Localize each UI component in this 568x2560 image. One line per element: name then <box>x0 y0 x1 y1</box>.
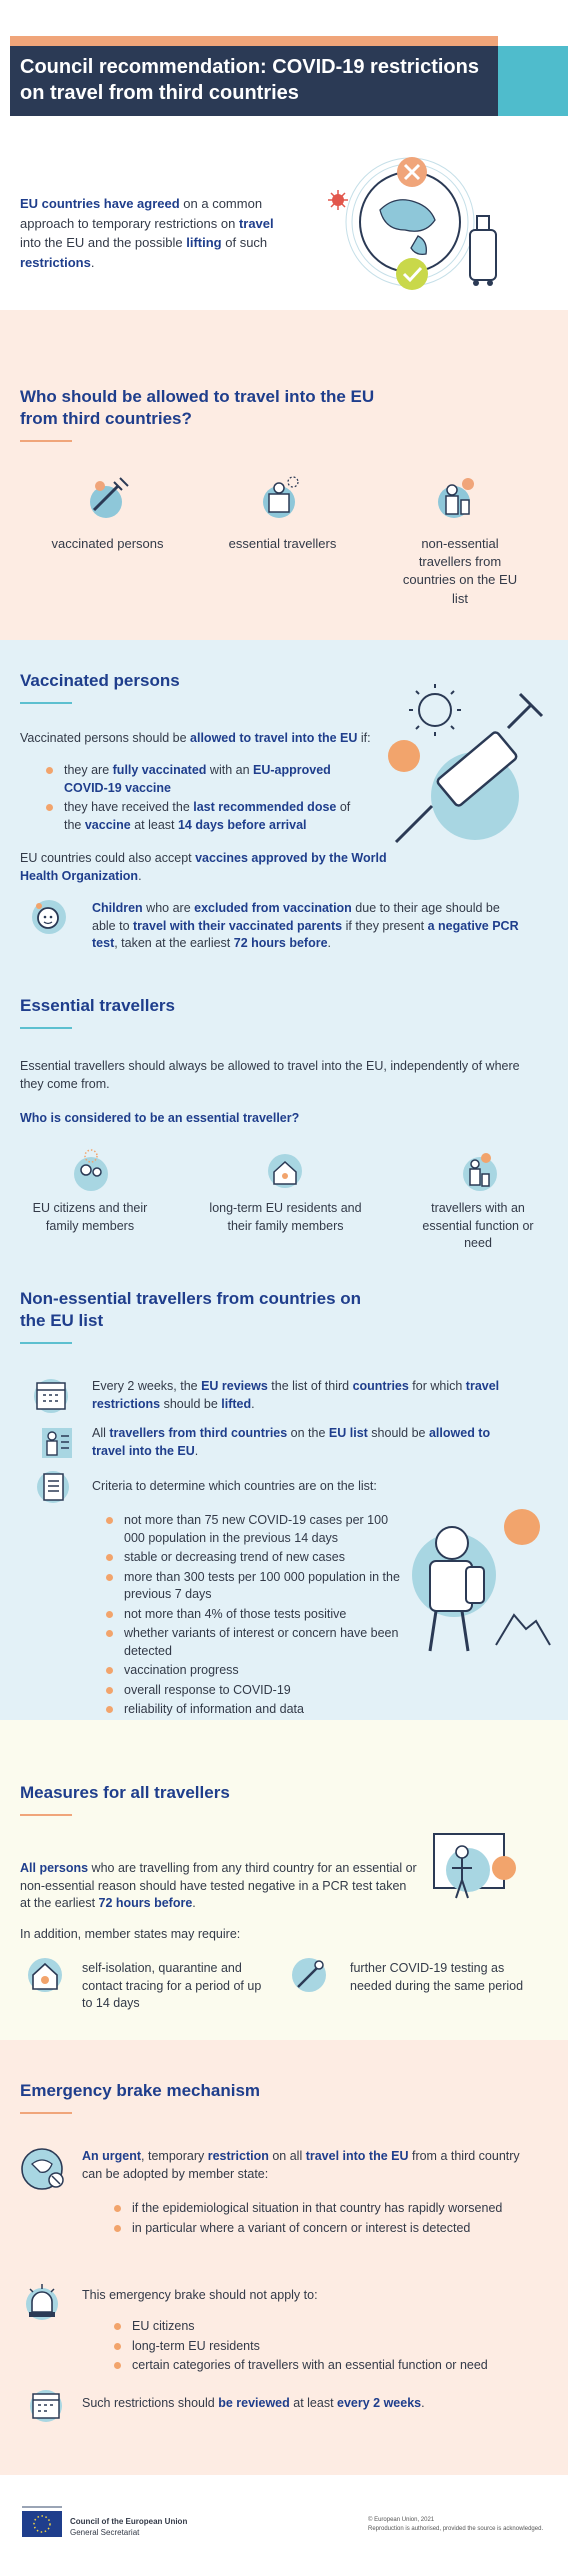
who-item-non-essential: non-essential travellers from countries on the EU list <box>402 536 518 606</box>
list-item: stable or decreasing trend of new cases <box>102 1549 407 1567</box>
body-text: . <box>327 936 332 950</box>
body-text: of such <box>221 235 268 250</box>
brake-exceptions-lead: This emergency brake should not apply to: <box>82 2288 318 2302</box>
measures-title: Measures for all travellers <box>20 1783 230 1802</box>
measures-additional: In addition, member states may require: <box>20 1927 241 1941</box>
body-text: they have received the <box>64 800 194 814</box>
divider <box>20 1027 72 1029</box>
non-essential-traveller-icon <box>432 472 482 522</box>
highlight-text: EU-approved COVID-19 vaccine <box>64 763 331 795</box>
body-text: at least <box>289 2396 338 2410</box>
highlight-text: every 2 weeks <box>337 2396 422 2410</box>
body-text: Every 2 weeks, the <box>92 1379 202 1393</box>
non-essential-allowed <box>92 1425 522 1460</box>
highlight-text: All persons <box>20 1861 89 1875</box>
divider <box>20 1814 72 1816</box>
highlight-text: last recommended dose <box>193 800 337 814</box>
essential-traveller-icon <box>255 472 305 522</box>
list-item: not more than 75 new COVID-19 cases per 100 000 population in the previous 14 days <box>102 1512 407 1547</box>
highlight-text: 14 days before arrival <box>177 817 307 832</box>
highlight-text: restriction <box>207 2149 269 2163</box>
body-text: at least <box>130 817 178 832</box>
measures-item-quarantine: self-isolation, quarantine and contact tracing for a period of up to 14 days <box>82 1961 262 2010</box>
world-travel-icon <box>320 150 520 300</box>
list-item: certain categories of travellers with an essential function or need <box>110 2357 530 2375</box>
eu-citizen-icon <box>68 1148 114 1194</box>
divider <box>20 440 72 442</box>
list-item: not more than 4% of those tests positive <box>102 1606 407 1624</box>
body-text: . <box>194 1443 199 1458</box>
body-text: on the <box>287 1426 329 1440</box>
list-item: overall response to COVID-19 <box>102 1682 407 1700</box>
test-swab-icon <box>288 1953 330 1995</box>
essential-item-eu-citizens: EU citizens and their family members <box>32 1201 148 1233</box>
body-text: for which <box>408 1379 466 1393</box>
non-essential-title: Non-essential travellers from countries on the EU list <box>20 1289 362 1331</box>
body-text: who are travelling from any third country for an essential or non-essential reason should have tested negative in a PCR test taken at the earliest <box>20 1861 417 1910</box>
body-text: should be <box>160 1396 222 1411</box>
highlight-text: restrictions <box>20 254 91 270</box>
child-icon <box>28 896 70 938</box>
highlight-text: travel restrictions <box>92 1379 500 1411</box>
who-item-vaccinated: vaccinated persons <box>51 536 164 551</box>
intro-section <box>0 130 568 310</box>
globe-restriction-icon <box>18 2144 68 2194</box>
brake-lead <box>82 2148 522 2183</box>
brake-section <box>0 2040 568 2475</box>
body-text: on all <box>268 2149 306 2163</box>
vaccinated-also <box>20 850 390 885</box>
brake-conditions <box>110 2200 515 2239</box>
highlight-text: An urgent <box>82 2149 142 2163</box>
list-item: long-term EU residents <box>110 2338 530 2356</box>
list-item: whether variants of interest or concern have been detected <box>102 1625 407 1660</box>
org-name: Council of the European Union <box>70 2517 188 2526</box>
highlight-text: travel <box>238 215 274 231</box>
calendar-icon <box>30 1375 72 1415</box>
body-text: the list of third <box>267 1379 353 1393</box>
vaccinated-conditions <box>42 762 352 836</box>
header-title-box <box>10 46 498 116</box>
copyright: © European Union, 2021 <box>368 2517 435 2523</box>
list-item: in particular where a variant of concern or interest is detected <box>110 2220 515 2238</box>
divider <box>20 2112 72 2114</box>
pcr-test-icon <box>428 1828 528 1908</box>
traveller-list-icon <box>38 1424 76 1462</box>
highlight-text: travel into the EU <box>305 2149 409 2163</box>
body-text: EU countries could also accept <box>20 851 196 865</box>
essential-item-residents: long-term EU residents and their family members <box>209 1201 362 1233</box>
emergency-icon <box>22 2280 62 2322</box>
vaccinated-lead <box>20 730 400 748</box>
divider <box>20 702 72 704</box>
highlight-text: a negative PCR test <box>92 918 519 950</box>
highlight-text: vaccines approved by the World Health Organization <box>20 851 387 883</box>
list-item: if the epidemiological situation in that country has rapidly worsened <box>110 2200 515 2218</box>
quarantine-icon <box>24 1953 66 1995</box>
brake-exceptions <box>110 2318 530 2377</box>
highlight-text: 72 hours before <box>98 1896 193 1910</box>
council-logo <box>20 2501 64 2545</box>
body-text: who are <box>142 901 195 915</box>
who-item-essential: essential travellers <box>228 536 337 551</box>
body-text: they are <box>64 763 113 777</box>
highlight-text: EU reviews <box>201 1379 268 1393</box>
vaccinated-title: Vaccinated persons <box>20 671 180 690</box>
highlight-text: vaccine <box>84 817 131 832</box>
non-essential-review <box>92 1378 522 1413</box>
list-item <box>42 762 352 797</box>
measures-pcr <box>20 1860 420 1913</box>
vaccinated-person-icon <box>84 472 134 522</box>
measures-item-testing: further COVID-19 testing as needed during the same period <box>350 1961 524 1993</box>
body-text: . <box>138 868 142 883</box>
criteria-list <box>102 1512 407 1740</box>
highlight-text: countries <box>352 1379 409 1393</box>
resident-icon <box>262 1148 308 1194</box>
highlight-text: allowed to travel into the EU <box>92 1426 491 1458</box>
highlight-text: fully vaccinated <box>112 763 207 777</box>
body-text: . <box>90 254 95 270</box>
highlight-text: EU list <box>328 1426 368 1440</box>
highlight-text: Children <box>92 901 143 915</box>
highlight-text: be reviewed <box>218 2396 290 2410</box>
body-text: , temporary <box>141 2149 208 2163</box>
essential-question: Who is considered to be an essential traveller? <box>20 1111 300 1125</box>
reproduction-note: Reproduction is authorised, provided the source is acknowledged. <box>368 2526 544 2532</box>
measures-section <box>0 1720 568 2040</box>
brake-review <box>82 2395 512 2413</box>
list-item: reliability of information and data <box>102 1701 407 1719</box>
highlight-text: 72 hours before <box>233 936 328 950</box>
essential-function-icon <box>456 1148 502 1194</box>
body-text: should be <box>367 1426 429 1440</box>
body-text: if: <box>357 731 371 745</box>
criteria-lead: Criteria to determine which countries are on the list: <box>92 1479 377 1493</box>
brake-title: Emergency brake mechanism <box>20 2081 261 2100</box>
header-orange-strip <box>10 36 498 46</box>
children-rule <box>92 900 522 953</box>
page-title: Council recommendation: COVID-19 restrictions on travel from third countries <box>20 56 479 104</box>
syringe-icon <box>380 680 550 870</box>
header <box>0 0 568 130</box>
body-text: into the EU and the possible <box>20 235 187 250</box>
list-item <box>42 799 352 834</box>
list-item: vaccination progress <box>102 1662 407 1680</box>
footer <box>0 2475 568 2560</box>
essential-title: Essential travellers <box>20 996 175 1015</box>
highlight-text: lifting <box>186 235 222 250</box>
travellers-section <box>0 640 568 1720</box>
divider <box>20 1342 72 1344</box>
body-text: Vaccinated persons should be <box>20 731 191 745</box>
who-section <box>0 310 568 640</box>
list-item: EU citizens <box>110 2318 530 2336</box>
who-title: Who should be allowed to travel into the EU from third countries? <box>20 387 375 429</box>
highlight-text: lifted <box>221 1396 252 1411</box>
essential-item-function: travellers with an essential function or need <box>422 1201 534 1250</box>
body-text: on a common approach to temporary restrictions on <box>20 196 263 231</box>
body-text: Such restrictions should <box>82 2396 219 2410</box>
body-text: of the <box>64 800 351 832</box>
highlight-text: allowed to travel into the EU <box>190 731 358 745</box>
review-calendar-icon <box>26 2385 66 2425</box>
highlight-text: travellers from third countries <box>109 1426 288 1440</box>
org-subtitle: General Secretariat <box>70 2528 140 2537</box>
essential-lead: Essential travellers should always be allowed to travel into the EU, independently of where they come from. <box>20 1059 520 1091</box>
highlight-text: excluded from vaccination <box>194 901 352 915</box>
body-text: if they present <box>342 918 428 933</box>
clipboard-icon <box>34 1466 72 1506</box>
body-text: . <box>192 1896 196 1910</box>
highlight-text: travel with their vaccinated parents <box>133 918 343 933</box>
highlight-text: EU countries have agreed <box>20 196 180 211</box>
hiker-icon <box>400 1505 550 1665</box>
intro-text <box>20 194 288 272</box>
body-text: with an <box>206 763 253 777</box>
body-text: from a third country can be adopted by member state: <box>82 2149 520 2181</box>
list-item: more than 300 tests per 100 000 population in the previous 7 days <box>102 1569 407 1604</box>
header-teal-block <box>498 46 568 116</box>
body-text: due to their age should be able to <box>92 901 500 933</box>
body-text: . <box>421 2396 425 2410</box>
body-text: . <box>251 1396 255 1411</box>
body-text: , taken at the earliest <box>114 936 234 950</box>
body-text: All <box>92 1426 110 1440</box>
